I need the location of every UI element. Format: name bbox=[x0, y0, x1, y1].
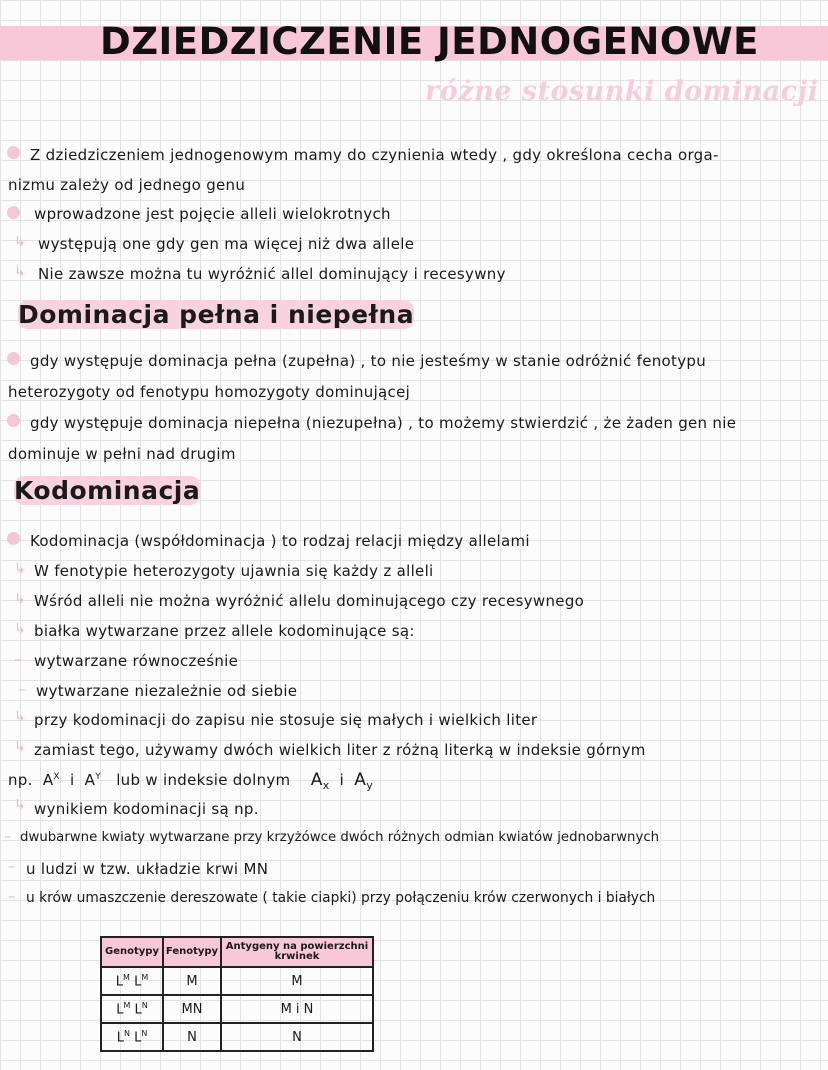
bullet-dot-icon bbox=[7, 146, 20, 159]
antigen-cell: M bbox=[221, 967, 373, 995]
sub-arrow-icon: ↳ bbox=[14, 234, 26, 250]
dash-marker: – bbox=[4, 827, 12, 845]
sub-arrow-icon: ↳ bbox=[14, 621, 26, 637]
kodominacja-line-3: Wśród alleli nie można wyróżnić allelu dominującego czy recesywnego bbox=[34, 592, 585, 610]
intro-line-4: występują one gdy gen ma więcej niż dwa allele bbox=[38, 235, 415, 253]
sub-arrow-icon: ↳ bbox=[14, 264, 26, 280]
kodominacja-line-8: zamiast tego, używamy dwóch wielkich liter z różną literką w indeksie górnym bbox=[34, 741, 646, 759]
table-header-row bbox=[101, 937, 373, 967]
bullet-dot-icon bbox=[7, 352, 20, 365]
intro-line-2: nizmu zależy od jednego genu bbox=[8, 176, 246, 194]
sub-arrow-icon: ↳ bbox=[14, 797, 26, 813]
kodominacja-line-4: białka wytwarzane przez allele kodominujące są: bbox=[34, 622, 415, 640]
sub-arrow-icon: ↳ bbox=[14, 739, 26, 755]
intro-line-1: Z dziedziczeniem jednogenowym mamy do czynienia wtedy , gdy określona cecha orga- bbox=[30, 146, 719, 164]
page-title: DZIEDZICZENIE JEDNOGENOWE bbox=[100, 20, 759, 63]
antigen-cell: N bbox=[221, 1023, 373, 1051]
bullet-dot-icon bbox=[7, 414, 20, 427]
phenotype-cell: MN bbox=[163, 995, 221, 1023]
dominacja-line-2: heterozygoty od fenotypu homozygoty dominującej bbox=[8, 383, 411, 401]
mn-blood-table bbox=[100, 936, 374, 1052]
genotype-cell: $L^N$ $L^N$ bbox=[101, 1023, 163, 1051]
kodominacja-line-1: Kodominacja (współdominacja ) to rodzaj relacji między allelami bbox=[30, 532, 530, 550]
kodominacja-line-10: wynikiem kodominacji są np. bbox=[34, 800, 259, 818]
dominacja-line-1: gdy występuje dominacja pełna (zupełna) , to nie jesteśmy w stanie odróżnić fenotypu bbox=[30, 352, 707, 370]
dash-marker: – bbox=[8, 857, 16, 875]
section-heading-kodominacja: Kodominacja bbox=[14, 476, 201, 505]
page-subtitle: różne stosunki dominacji bbox=[425, 76, 819, 107]
sub-arrow-icon: ↳ bbox=[14, 591, 26, 607]
phenotype-cell: M bbox=[163, 967, 221, 995]
dash-marker: – bbox=[18, 680, 26, 698]
kodominacja-line-2: W fenotypie heterozygoty ujawnia się każdy z alleli bbox=[34, 562, 434, 580]
kodominacja-line-13: u krów umaszczenie dereszowate ( takie ciapki) przy połączeniu krów czerwonych i białych bbox=[26, 890, 656, 906]
kodominacja-line-6: wytwarzane niezależnie od siebie bbox=[36, 682, 298, 700]
kodominacja-line-5: wytwarzane równocześnie bbox=[34, 652, 239, 670]
table-header-cell: Antygeny na powierzchni krwinek bbox=[221, 937, 373, 967]
section-heading-dominacja: Dominacja pełna i niepełna bbox=[18, 300, 415, 329]
bullet-dot-icon bbox=[7, 206, 20, 219]
kodominacja-line-7: przy kodominacji do zapisu nie stosuje się małych i wielkich liter bbox=[34, 711, 538, 729]
genotype-cell: $L^M$ $L^N$ bbox=[101, 995, 163, 1023]
kodominacja-line-11: dwubarwne kwiaty wytwarzane przy krzyżówce dwóch różnych odmian kwiatów jednobarwnych bbox=[20, 830, 660, 845]
intro-line-3: wprowadzone jest pojęcie alleli wielokrotnych bbox=[34, 205, 391, 223]
table-header-cell: Genotypy bbox=[101, 937, 163, 967]
phenotype-cell: N bbox=[163, 1023, 221, 1051]
table-header-cell: Fenotypy bbox=[163, 937, 221, 967]
dominacja-line-3: gdy występuje dominacja niepełna (niezupełna) , to możemy stwierdzić , że żaden gen nie bbox=[30, 414, 737, 432]
sub-arrow-icon: ↳ bbox=[14, 561, 26, 577]
bullet-dot-icon bbox=[7, 532, 20, 545]
table-row bbox=[101, 1023, 373, 1051]
table-row bbox=[101, 967, 373, 995]
genotype-cell: $L^M$ $L^M$ bbox=[101, 967, 163, 995]
intro-line-5: Nie zawsze można tu wyróżnić allel dominujący i recesywny bbox=[38, 265, 506, 283]
antigen-cell: M i N bbox=[221, 995, 373, 1023]
dash-marker: – bbox=[14, 650, 22, 668]
sub-arrow-icon: ↳ bbox=[14, 709, 26, 725]
table-row bbox=[101, 995, 373, 1023]
notation-example: np. $A^X$ i $A^Y$ lub w indeksie dolnym $A_x$ i $A_y$ bbox=[8, 770, 374, 792]
dash-marker: – bbox=[8, 887, 16, 905]
dominacja-line-4: dominuje w pełni nad drugim bbox=[8, 445, 236, 463]
kodominacja-line-12: u ludzi w tzw. układzie krwi MN bbox=[26, 860, 269, 878]
